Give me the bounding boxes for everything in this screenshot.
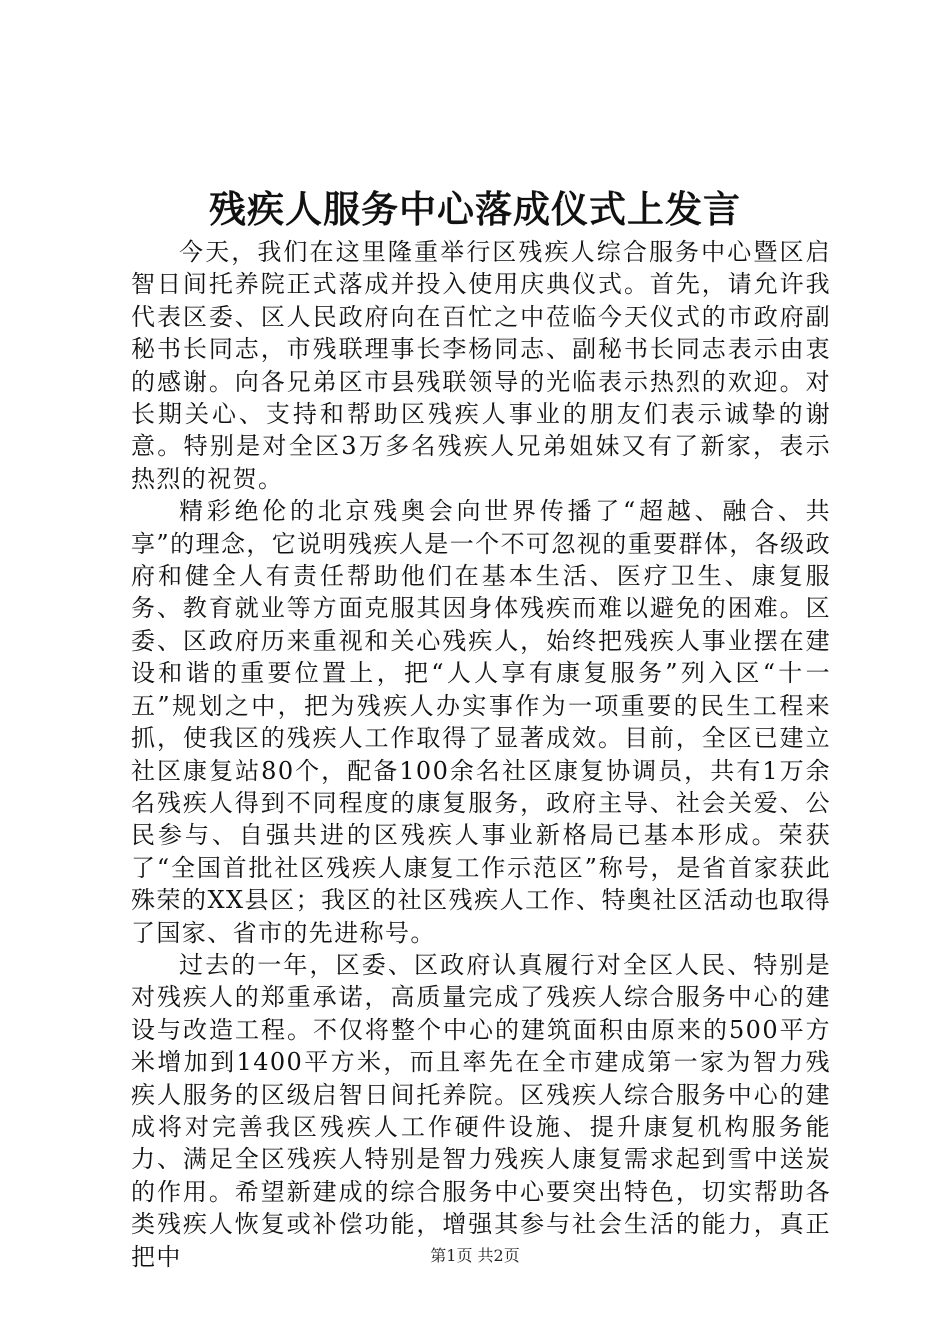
- paragraph-opening: 今天，我们在这里隆重举行区残疾人综合服务中心暨区启智日间托养院正式落成并投入使用庆典仪式。首先，请允许我代表区委、区人民政府向在百忙之中莅临今天仪式的市政府副秘书长同志，市残联理事长李杨同志、副秘书长同志表示由衷的感谢。向各兄弟区市县残联领导的光临表示热烈的欢迎。对长期关心、支持和帮助区残疾人事业的朋友们表示诚挚的谢意。特别是对全区3万多名残疾人兄弟姐妹又有了新家，表示热烈的祝贺。: [131, 238, 831, 493]
- page-title: 残疾人服务中心落成仪式上发言: [209, 187, 741, 231]
- paragraph-past-year: 过去的一年，区委、区政府认真履行对全区人民、特别是对残疾人的郑重承诺，高质量完成了残疾人综合服务中心的建设与改造工程。不仅将整个中心的建筑面积由原来的500平方米增加到1400平方米，而且率先在全市建成第一家为智力残疾人服务的区级启智日间托养院。区残疾人综合服务中心的建成将对完善我区残疾人工作硬件设施、提升康复机构服务能力、满足全区残疾人特别是智力残疾人康复需求起到雪中送炭的作用。希望新建成的综合服务中心要突出特色，切实帮助各类残疾人恢复或补偿功能，增强其参与社会生活的能力，真正把中: [131, 950, 831, 1271]
- document-body: [131, 236, 831, 1273]
- paragraph-paralympics: 精彩绝伦的北京残奥会向世界传播了“超越、融合、共享”的理念，它说明残疾人是一个不可忽视的重要群体，各级政府和健全人有责任帮助他们在基本生活、医疗卫生、康复服务、教育就业等方面克服其因身体残疾而难以避免的困难。区委、区政府历来重视和关心残疾人，始终把残疾人事业摆在建设和谐的重要位置上，把“人人享有康复服务”列入区“十一五”规划之中，把为残疾人办实事作为一项重要的民生工程来抓，使我区的残疾人工作取得了显著成效。目前，全区已建立社区康复站80个，配备100余名社区康复协调员，共有1万余名残疾人得到不同程度的康复服务，政府主导、社会关爱、公民参与、自强共进的区残疾人事业新格局已基本形成。荣获了“全国首批社区残疾人康复工作示范区”称号，是省首家获此殊荣的XX县区；我区的社区残疾人工作、特奥社区活动也取得了国家、省市的先进称号。: [131, 497, 831, 947]
- page-number: 第1页 共2页: [430, 1246, 520, 1265]
